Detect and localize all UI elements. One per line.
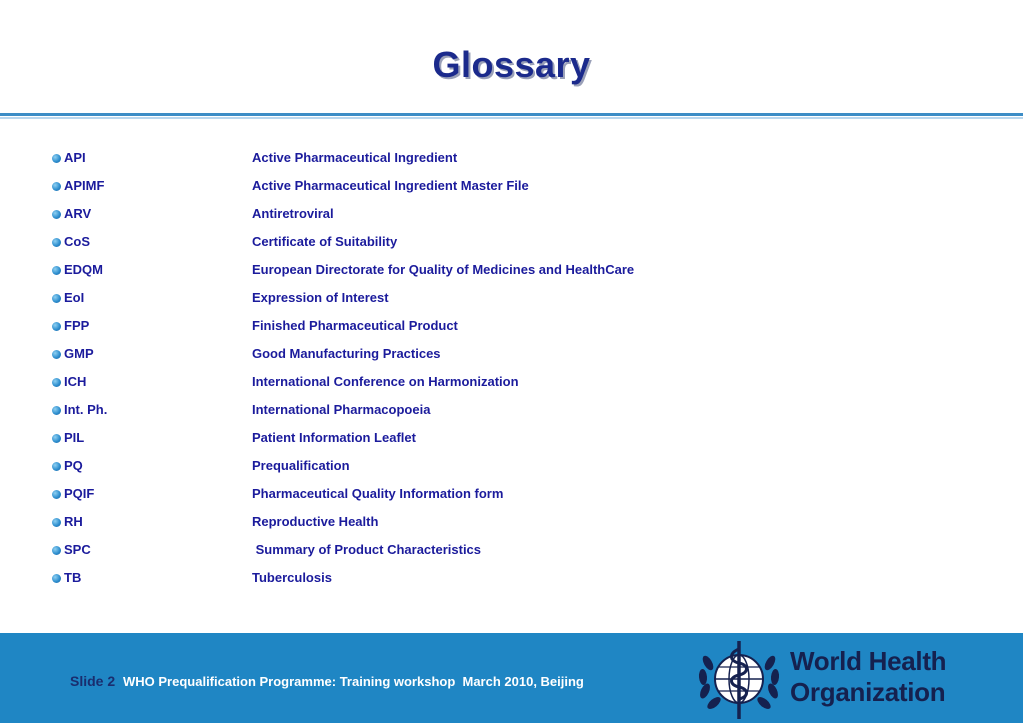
bullet-icon bbox=[52, 434, 61, 443]
glossary-definition: Summary of Product Characteristics bbox=[252, 542, 482, 557]
title-divider-light bbox=[0, 117, 1023, 119]
glossary-row bbox=[52, 396, 952, 424]
bullet-icon bbox=[52, 238, 61, 247]
glossary-row bbox=[52, 480, 952, 508]
glossary-abbreviation: Int. Ph. bbox=[64, 402, 108, 417]
who-emblem-icon bbox=[694, 633, 784, 723]
glossary-abbreviation: CoS bbox=[64, 234, 90, 249]
glossary-row bbox=[52, 228, 952, 256]
glossary-abbreviation: ARV bbox=[64, 206, 92, 221]
glossary-definition: Reproductive Health bbox=[252, 514, 379, 529]
glossary-abbreviation: EoI bbox=[64, 290, 85, 305]
who-wordmark bbox=[790, 646, 946, 708]
glossary-definition: Good Manufacturing Practices bbox=[252, 346, 441, 361]
glossary-row bbox=[52, 172, 952, 200]
bullet-icon bbox=[52, 294, 61, 303]
bullet-icon bbox=[52, 182, 61, 191]
who-wordmark-line2: Organization bbox=[790, 677, 946, 707]
glossary-abbreviation: SPC bbox=[64, 542, 91, 557]
bullet-icon bbox=[52, 490, 61, 499]
bullet-icon bbox=[52, 266, 61, 275]
glossary-abbreviation: GMP bbox=[64, 346, 94, 361]
bullet-icon bbox=[52, 378, 61, 387]
glossary-definition: Expression of Interest bbox=[252, 290, 389, 305]
glossary-row bbox=[52, 536, 952, 564]
bullet-icon bbox=[52, 406, 61, 415]
glossary-definition: Antiretroviral bbox=[252, 206, 334, 221]
glossary-row bbox=[52, 368, 952, 396]
glossary-abbreviation: PIL bbox=[64, 430, 85, 445]
glossary-definition: Finished Pharmaceutical Product bbox=[252, 318, 458, 333]
glossary-abbreviation: ICH bbox=[64, 374, 87, 389]
glossary-definition: Certificate of Suitability bbox=[252, 234, 398, 249]
bullet-icon bbox=[52, 462, 61, 471]
glossary-row bbox=[52, 564, 952, 592]
bullet-icon bbox=[52, 210, 61, 219]
glossary-definition: European Directorate for Quality of Medicines and HealthCare bbox=[252, 262, 635, 277]
slide-number: Slide 2 bbox=[70, 673, 116, 689]
glossary-definition: Patient Information Leaflet bbox=[252, 430, 416, 445]
glossary-abbreviation: PQ bbox=[64, 458, 83, 473]
who-wordmark-line1: World Health bbox=[790, 646, 947, 676]
glossary-list bbox=[52, 144, 952, 592]
bullet-icon bbox=[52, 154, 61, 163]
slide-title: Glossary bbox=[432, 44, 591, 85]
glossary-definition: Tuberculosis bbox=[252, 570, 332, 585]
glossary-abbreviation: TB bbox=[64, 570, 82, 585]
glossary-abbreviation: PQIF bbox=[64, 486, 95, 501]
glossary-abbreviation: FPP bbox=[64, 318, 90, 333]
bullet-icon bbox=[52, 546, 61, 555]
glossary-row bbox=[52, 340, 952, 368]
glossary-row bbox=[52, 508, 952, 536]
glossary-row bbox=[52, 144, 952, 172]
glossary-row bbox=[52, 200, 952, 228]
bullet-icon bbox=[52, 350, 61, 359]
glossary-definition: Prequalification bbox=[252, 458, 350, 473]
glossary-row bbox=[52, 312, 952, 340]
glossary-row bbox=[52, 284, 952, 312]
glossary-definition: Active Pharmaceutical Ingredient Master File bbox=[252, 178, 529, 193]
glossary-row bbox=[52, 424, 952, 452]
bullet-icon bbox=[52, 322, 61, 331]
bullet-icon bbox=[52, 574, 61, 583]
glossary-definition: International Conference on Harmonization bbox=[252, 374, 519, 389]
glossary-abbreviation: APIMF bbox=[64, 178, 105, 193]
glossary-row bbox=[52, 452, 952, 480]
glossary-definition: Active Pharmaceutical Ingredient bbox=[252, 150, 458, 165]
title-divider bbox=[0, 113, 1023, 116]
glossary-abbreviation: EDQM bbox=[64, 262, 103, 277]
bullet-icon bbox=[52, 518, 61, 527]
glossary-abbreviation: API bbox=[64, 150, 86, 165]
footer-bar bbox=[0, 633, 1023, 723]
glossary-definition: Pharmaceutical Quality Information form bbox=[252, 486, 504, 501]
glossary-row bbox=[52, 256, 952, 284]
glossary-abbreviation: RH bbox=[64, 514, 83, 529]
glossary-definition: International Pharmacopoeia bbox=[252, 402, 431, 417]
footer-caption: WHO Prequalification Programme: Training workshop March 2010, Beijing bbox=[123, 674, 584, 689]
